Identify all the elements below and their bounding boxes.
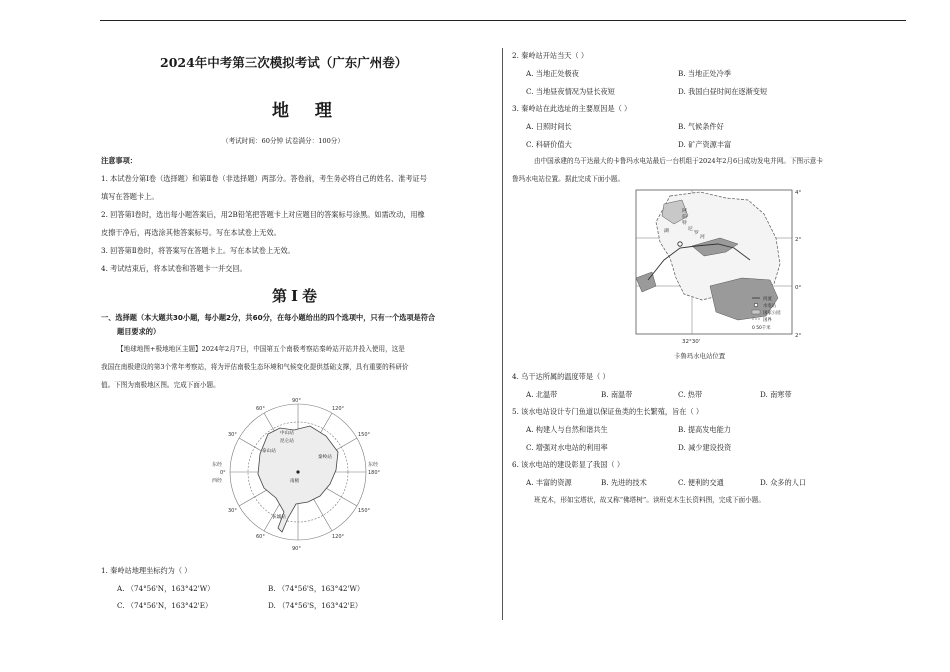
lon-label-150-br: 150° [358,508,371,514]
q6-option-c[interactable]: C. 便利的交通 [678,478,724,487]
q6-stem: 6. 该水电站的建设彰显了我国（ ） [512,460,625,469]
note-1a: 1. 本试卷分第Ⅰ卷（选择题）和第Ⅱ卷（非选择题）两部分。答卷前，考生务必将自己的姓名、准考证号 [101,174,427,183]
karuma-station-marker [678,242,682,246]
lat-label-4n: 4° [795,190,802,196]
exam-meta: （考试时间：60分钟 试卷满分：100分） [222,137,344,145]
lon-label-east-r: 东经 [368,462,379,468]
place-taishan: 泰山站 [262,449,276,454]
karuma-map [630,186,814,362]
q3-stem: 3. 秦岭站在此选址的主要原因是（ ） [512,104,632,113]
lon-label-120-br: 120° [332,534,345,540]
material-1c: 值。下图为南极地区图。完成下面小题。 [101,381,220,389]
notes-heading: 注意事项： [101,156,137,165]
note-1b: 填写在答题卡上。 [101,192,159,201]
q5-option-b[interactable]: B. 提高发电能力 [678,425,731,434]
lon-label-30-l: 30° [228,432,237,438]
lon-label-60-bl: 60° [256,534,265,540]
place-changcheng: 长城站 [272,515,286,520]
river-label-4: 罗 [694,231,699,236]
q4-option-d[interactable]: D. 南寒带 [760,390,792,399]
section-instructions-a: 一、选择题（本大题共30小题，每小题2分，共60分，在每小题给出的四个选项中，只有一个选项是符合 [101,313,436,322]
q6-option-b[interactable]: B. 先进的技术 [601,478,647,487]
lon-label-90-top: 90° [292,398,301,404]
q1-option-c[interactable]: C. （74°56'N，163°42'E） [117,601,213,610]
river-label-3: 尼 [688,227,693,232]
legend-border: 国界 [763,318,772,323]
lat-label-2s: 2° [795,333,802,339]
lon-label-30-bl: 30° [228,508,237,514]
river-label-1: 伯 [682,215,687,220]
material-1a: 【地球地图+极地地区主题】2024年2月7日，中国第五个南极考察站秦岭站开站并投入使用，这是 [117,345,405,353]
legend-park: 国家公园 [763,311,781,316]
note-4: 4. 考试结束后，将本试卷和答题卡一并交回。 [101,264,247,273]
lon-label-32-30: 32°30' [682,339,701,345]
section-title: 第Ⅰ卷 [272,287,322,305]
note-2a: 2. 回答第Ⅰ卷时，选出每小题答案后，用2B铅笔把答题卡上对应题目的答案标号涂黑。如需改动，用橡 [101,210,425,219]
q1-option-d[interactable]: D. （74°56'S，163°42'E） [268,601,363,610]
q3-option-c[interactable]: C. 科研价值大 [526,140,572,149]
top-rule [100,20,906,21]
material-3: 班克木，形如宝塔状，故又称“佛塔树”。读班克木生长资料图，完成下面小题。 [534,496,765,504]
lon-label-0: 0° [220,470,226,476]
q4-stem: 4. 乌干达所属的温度带是（ ） [512,372,610,381]
q4-option-a[interactable]: A. 北温带 [526,390,558,399]
q4-option-c[interactable]: C. 热带 [678,390,703,399]
q1-option-a[interactable]: A. （74°56'N，163°42'W） [117,584,215,593]
lon-label-180: 180° [368,470,381,476]
map-caption: 卡鲁玛水电站位置 [674,352,726,360]
lat-label-2n: 2° [795,237,802,243]
material-2a: 由中国承建的乌干达最大的卡鲁玛水电站最后一台机组于2024年2月6日成功发电并网。下图示意卡 [534,157,823,165]
note-2b: 皮擦干净后，再选涂其他答案标号。写在本试卷上无效。 [101,228,281,237]
lon-label-60-tl: 60° [256,406,265,412]
river-label-5: 河 [700,235,705,240]
column-divider [502,48,503,620]
antarctic-map [198,392,398,552]
q2-option-d[interactable]: D. 我国白昼时间在逐渐变短 [678,87,768,96]
lat-label-0: 0° [795,285,802,291]
q2-stem: 2. 秦岭站开站当天（ ） [512,51,589,60]
q6-option-d[interactable]: D. 众多的人口 [760,478,807,487]
q1-stem: 1. 秦岭站地理坐标约为（ ） [101,566,192,575]
q4-option-b[interactable]: B. 南温带 [601,390,633,399]
section-instructions-b: 题目要求的） [117,327,161,336]
place-qinling: 秦岭站 [318,455,332,460]
lon-label-east-l: 东经 [212,462,223,468]
lon-label-90-bottom: 90° [292,546,301,552]
place-south-pole: 南极 [290,479,300,484]
place-kunlun: 昆仑站 [280,439,294,444]
note-3: 3. 回答第Ⅱ卷时，将答案写在答题卡上。写在本试卷上无效。 [101,246,295,255]
q3-option-d[interactable]: D. 矿产资源丰富 [678,140,732,149]
q5-option-c[interactable]: C. 增强对水电站的利用率 [526,443,608,452]
q3-option-b[interactable]: B. 气候条件好 [678,122,724,131]
place-zhongshan: 中山站 [280,431,294,436]
lon-label-150-r: 150° [358,432,371,438]
q2-option-b[interactable]: B. 当地正处冷季 [678,69,731,78]
exam-title: 2024年中考第三次模拟考试（广东广州卷） [160,55,408,70]
lon-label-120-tr: 120° [332,406,345,412]
legend-scale: 0 50千米 [752,326,771,331]
q3-option-a[interactable]: A. 日照时间长 [526,122,572,131]
q1-option-b[interactable]: B. （74°56'S，163°42'W） [268,584,365,593]
material-1b: 我国在南极建设的第3个常年考察站，将为评估南极生态环境和气候变化提供基础支撑，具有重要的科研价 [101,363,409,371]
south-pole-marker [296,470,299,473]
legend-station-swatch [754,303,758,307]
legend-river: 河流 [763,297,772,302]
river-label-2: 特 [682,221,687,226]
lon-label-west-l: 西经 [212,478,223,484]
q2-option-a[interactable]: A. 当地正处极夜 [526,69,579,78]
lake-label: 湖 [664,229,669,234]
river-label-0: 阿 [682,209,687,214]
subject-title: 地 理 [272,101,342,121]
q5-option-d[interactable]: D. 减少建设投资 [678,443,732,452]
q6-option-a[interactable]: A. 丰富的资源 [526,478,572,487]
legend-park-swatch [752,310,760,314]
q2-option-c[interactable]: C. 当地昼夜情况为昼长夜短 [526,87,615,96]
q5-stem: 5. 该水电站设计专门鱼道以保证鱼类的生长繁殖，旨在（ ） [512,407,704,416]
material-2b: 鲁玛水电站位置。据此完成下面小题。 [512,175,625,183]
legend-station: 水电站 [763,304,777,309]
q5-option-a[interactable]: A. 构建人与自然和谐共生 [526,425,608,434]
